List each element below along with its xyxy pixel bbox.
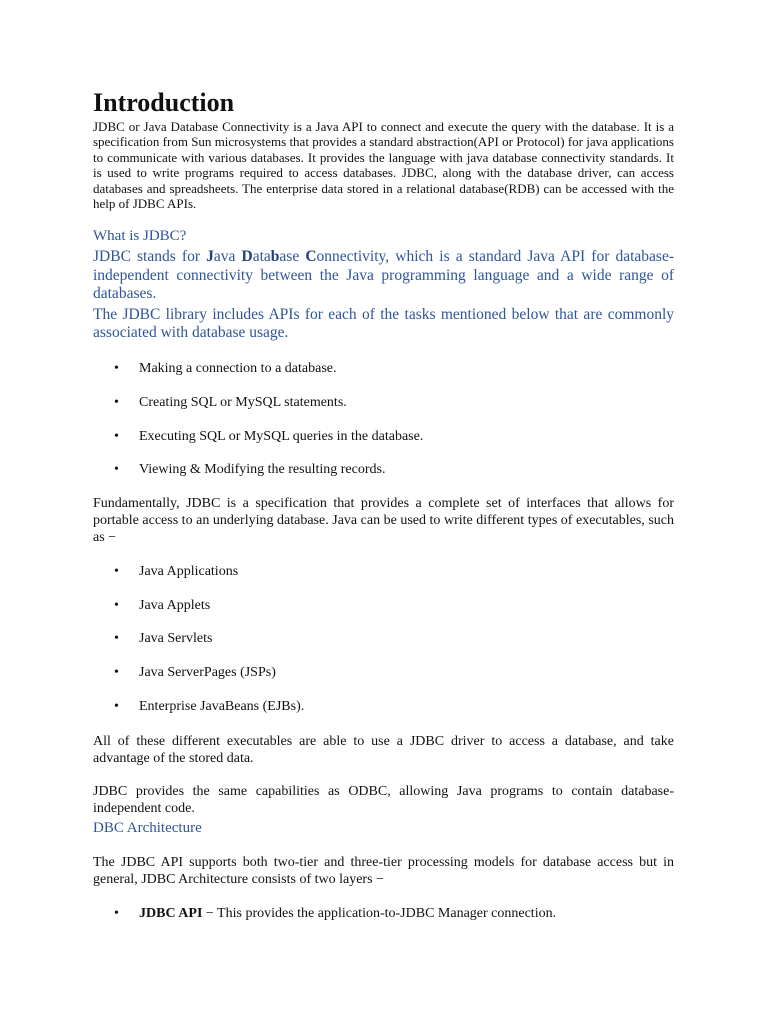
list-item: • Viewing & Modifying the resulting records. <box>93 461 674 478</box>
list-item: • Java Applets <box>93 597 674 614</box>
layers-list <box>93 905 674 922</box>
stands-letter-d: D <box>241 248 253 266</box>
jdbc-library-paragraph: The JDBC library includes APIs for each of the tasks mentioned below that are commonly associated with database usage. <box>93 305 674 342</box>
odbc-paragraph: JDBC provides the same capabilities as ODBC, allowing Java programs to contain database-independent code. <box>93 783 674 816</box>
list-item: • Java Applications <box>93 563 674 580</box>
architecture-heading: DBC Architecture <box>93 819 202 836</box>
fundamentally-paragraph: Fundamentally, JDBC is a specification that provides a complete set of interfaces that allows for portable access to an underlying database. Java can be used to write different types of executables, such as − <box>93 495 674 545</box>
stands-text-2: ava <box>213 248 242 266</box>
all-executables-paragraph: All of these different executables are able to use a JDBC driver to access a database, and take advantage of the stored data. <box>93 733 674 766</box>
tasks-list <box>93 360 674 478</box>
stands-letter-c: C <box>305 248 317 266</box>
stands-text-3: ata <box>252 248 271 266</box>
jdbc-stands-for-paragraph <box>93 248 674 304</box>
list-item <box>93 905 674 922</box>
list-item: • Executing SQL or MySQL queries in the database. <box>93 428 674 445</box>
architecture-paragraph: The JDBC API supports both two-tier and three-tier processing models for database access but in general, JDBC Architecture consists of two layers − <box>93 854 674 887</box>
stands-letter-j: J <box>206 248 214 266</box>
list-item: • Enterprise JavaBeans (EJBs). <box>93 698 674 715</box>
stands-text-1: JDBC stands for <box>93 248 207 266</box>
executables-list <box>93 563 674 715</box>
stands-letter-b: b <box>270 248 280 266</box>
list-item: • Java Servlets <box>93 630 674 647</box>
intro-paragraph: JDBC or Java Database Connectivity is a Java API to connect and execute the query with the database. It is a specification from Sun microsystems that provides a standard abstraction(API or Protocol) for java applications to communicate with various databases. It provides the language with java database connectivity standards. It is used to write programs required to access databases. JDBC, along with the database driver, can access databases and spreadsheets. The enterprise data stored in a relational database(RDB) can be accessed with the help of JDBC APIs. <box>93 119 674 212</box>
document-content <box>93 88 674 922</box>
list-item: • Making a connection to a database. <box>93 360 674 377</box>
stands-text-4: ase <box>279 248 306 266</box>
page-title: Introduction <box>93 88 235 117</box>
list-item: • Creating SQL or MySQL statements. <box>93 394 674 411</box>
stands-text-5: onnectivity, which is a standard Java API for database-independent connectivity between the Java programming language and a wide range of databases. <box>93 248 674 303</box>
layer-term: JDBC API <box>139 905 203 921</box>
layer-description: − This provides the application-to-JDBC Manager connection. <box>202 905 557 921</box>
list-item: • Java ServerPages (JSPs) <box>93 664 674 681</box>
what-is-jdbc-heading: What is JDBC? <box>93 228 187 245</box>
